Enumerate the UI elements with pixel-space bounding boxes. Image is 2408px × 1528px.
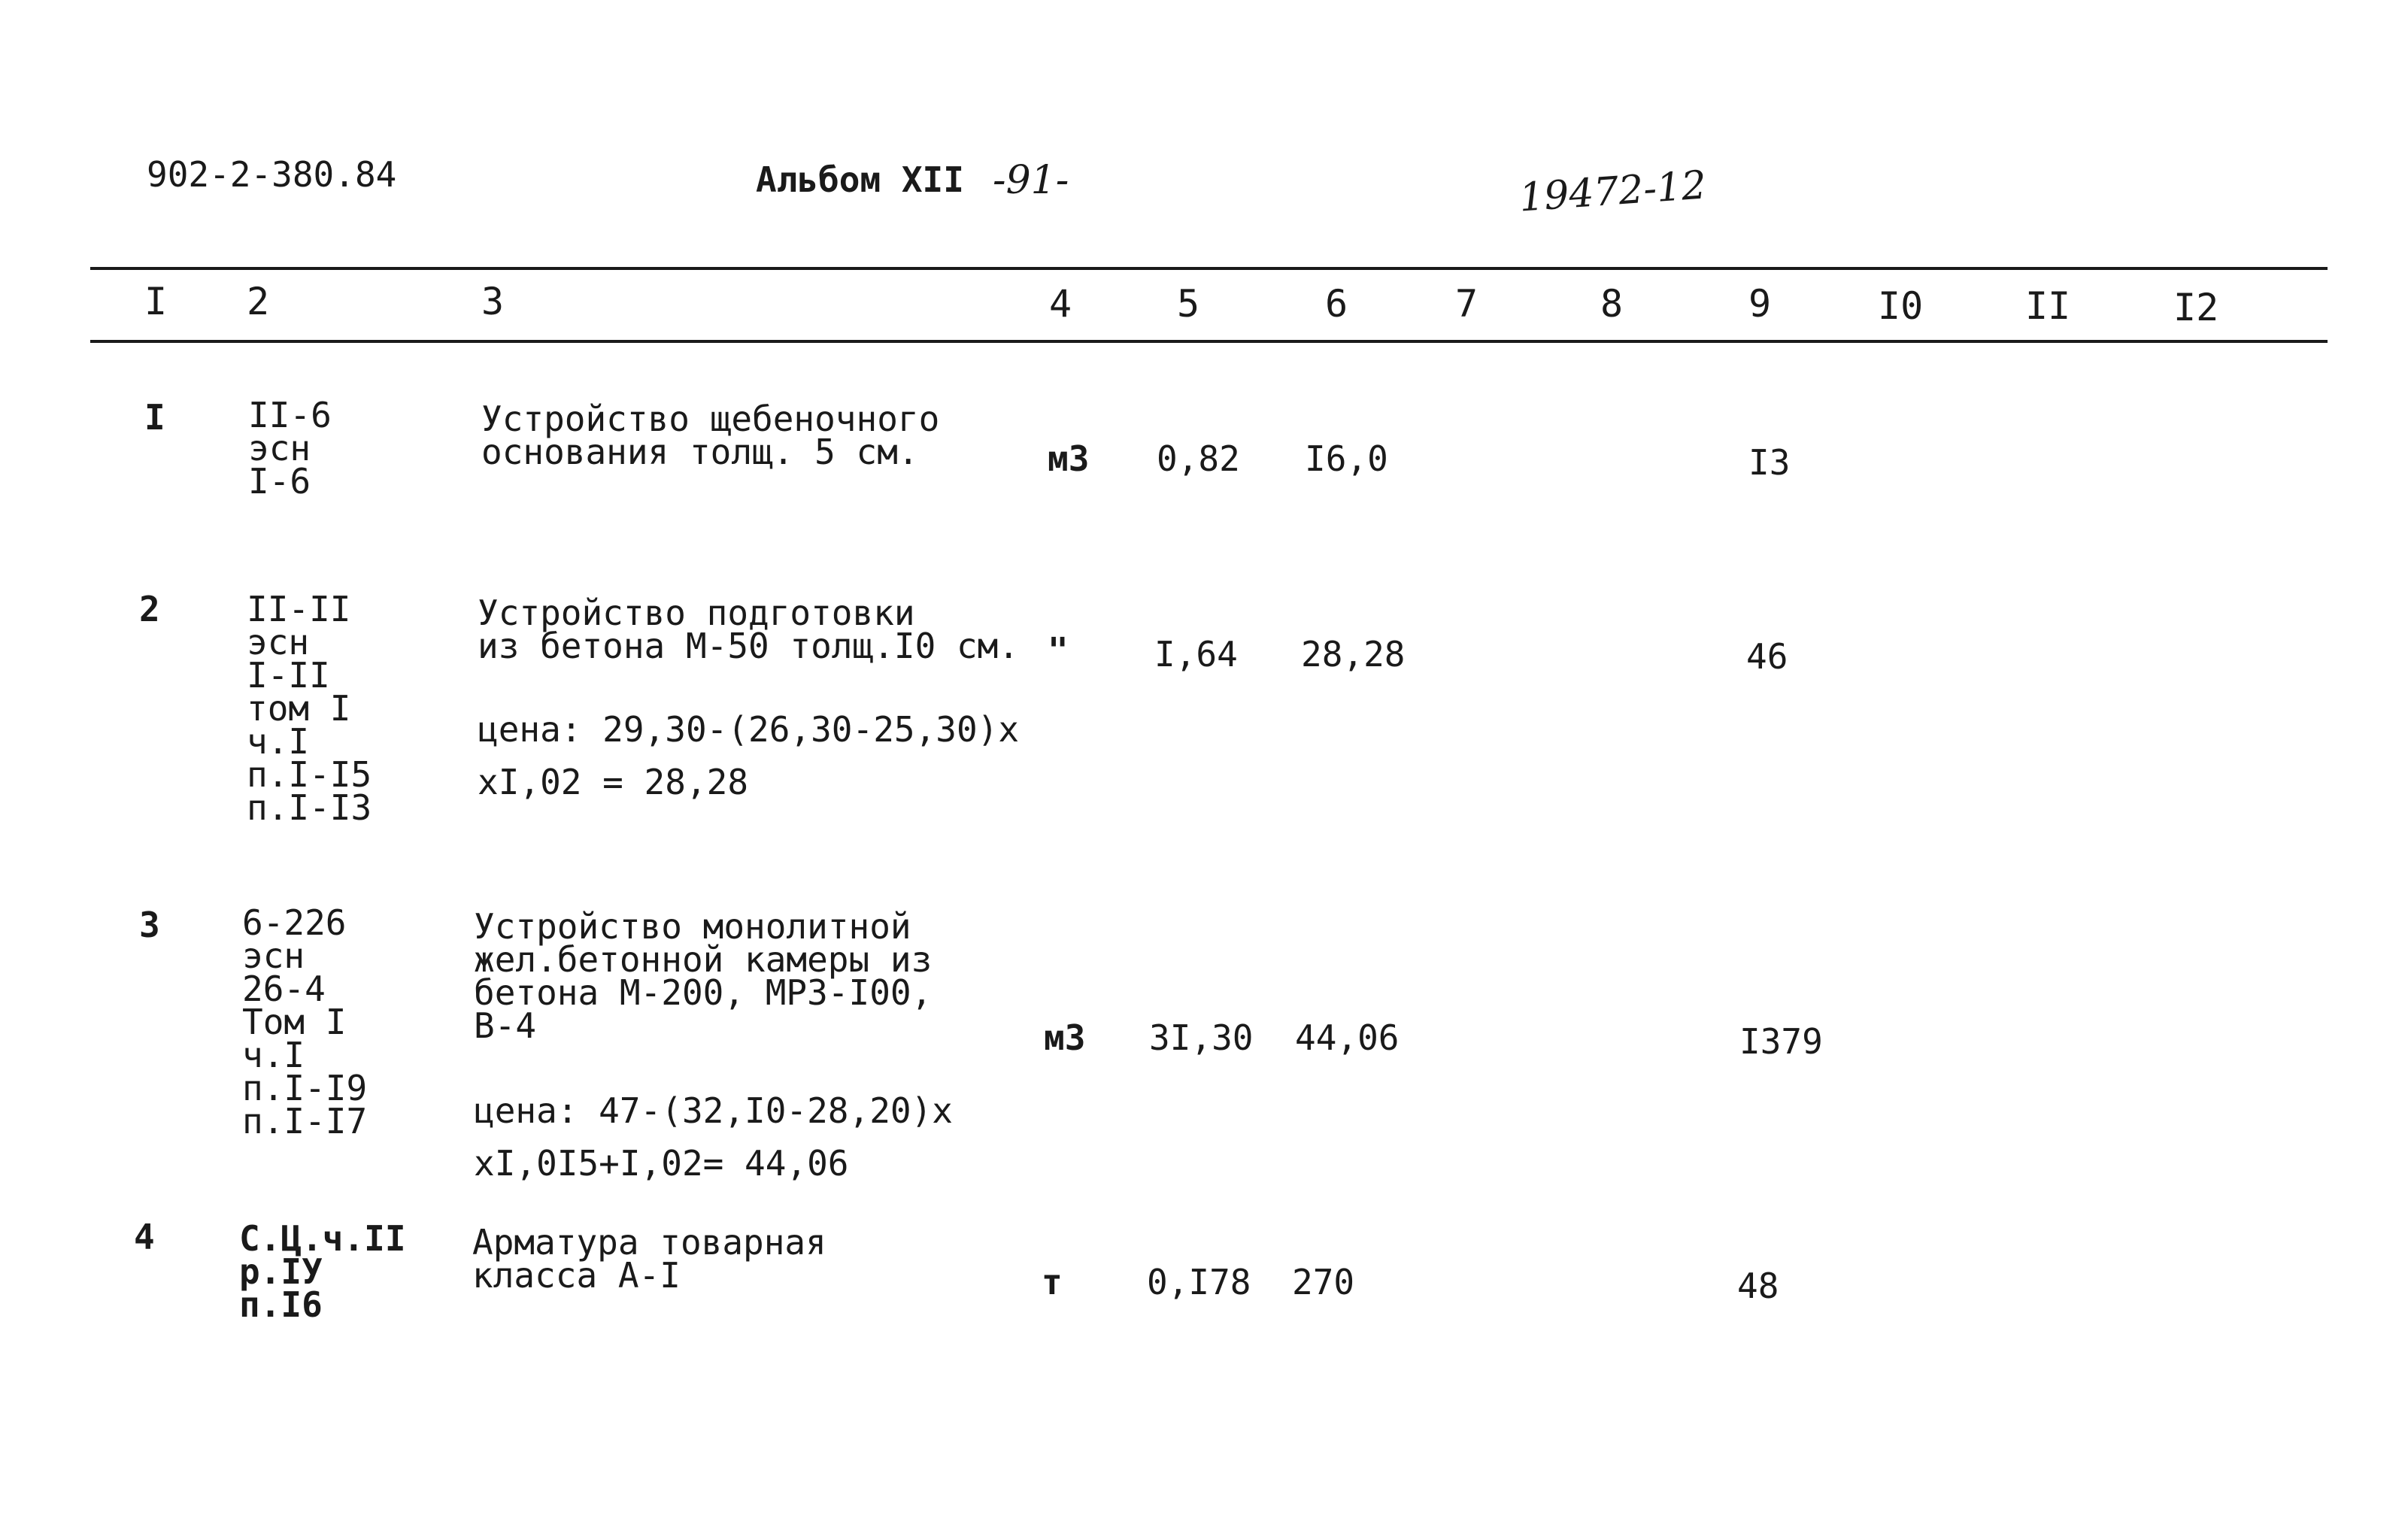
quantity: 0,82 [1157,438,1240,479]
norm-code-line: Том I [242,1002,347,1042]
norm-code-line: I-II [247,655,330,696]
description-line: Устройство щебеночного [481,399,940,439]
album-label: Альбом XII [756,159,964,200]
norm-code [247,589,372,828]
column-header: 4 [1049,282,1072,326]
norm-code-line: ч.I [247,721,310,762]
unit: т [1042,1262,1063,1302]
unit-price: 44,06 [1295,1017,1400,1058]
handwritten-registration-number: 19472-12 [1518,162,1708,221]
page-number: -91- [993,158,1069,203]
description-line: класса А-I [472,1255,681,1296]
column-header: II [2025,284,2071,328]
unit-price: 28,28 [1301,634,1406,675]
unit-price: I6,0 [1305,438,1388,479]
column-header: 3 [481,280,505,323]
description-line: основания толщ. 5 см. [481,432,919,472]
norm-code-line: п.I-I5 [247,754,372,795]
norm-code [242,902,368,1141]
price-calc-line: хI,02 = 28,28 [478,762,749,802]
description-line: Устройство монолитной [474,906,911,947]
price-calculation [474,1084,953,1190]
column-header: I0 [1878,284,1924,328]
column-header: 8 [1600,282,1624,326]
unit: м3 [1048,438,1090,479]
price-calculation [478,703,1019,808]
row-number: I [144,397,165,438]
quantity: 0,I78 [1147,1262,1251,1302]
work-description [472,1222,826,1296]
total-cost: 46 [1746,636,1788,677]
row-number: 4 [134,1217,155,1257]
norm-code-line: п.I-I7 [242,1101,368,1141]
unit: " [1048,630,1069,671]
description-line: жел.бетонной камеры из [474,939,933,980]
column-header: I [144,280,168,323]
work-description [478,593,1020,666]
column-header: 5 [1177,282,1200,326]
norm-code-line: эсн [247,622,310,662]
column-header: 7 [1455,282,1478,326]
work-description [481,399,940,472]
norm-code-line: 6-226 [242,902,347,943]
work-description [474,906,933,1046]
document-code: 902-2-380.84 [147,154,397,195]
norm-code-line: I-6 [248,461,311,502]
total-cost: 48 [1737,1266,1779,1306]
norm-code-line: п.I6 [239,1284,323,1325]
norm-code-line: ч.I [242,1035,305,1075]
norm-code-line: том I [247,688,351,729]
norm-code-line: п.I-I3 [247,787,372,828]
description-line: бетона М-200, МРЗ-I00, [474,972,933,1013]
norm-code-line: 26-4 [242,969,326,1009]
norm-code [239,1218,406,1325]
column-header: 6 [1325,282,1348,326]
total-cost: I379 [1739,1021,1823,1062]
price-calc-line: цена: 47-(32,I0-28,20)х [474,1090,953,1131]
row-number: 3 [139,905,160,945]
norm-code-line: п.I-I9 [242,1068,368,1108]
table-top-rule [90,267,2328,270]
total-cost: I3 [1748,442,1791,483]
table-header-rule [90,340,2328,343]
description-line: Арматура товарная [472,1222,826,1263]
quantity: 3I,30 [1149,1017,1254,1058]
norm-code-line: II-6 [248,395,332,435]
norm-code-line: эсн [242,935,305,976]
price-calc-line: хI,0I5+I,02= 44,06 [474,1143,849,1184]
description-line: Устройство подготовки [478,593,915,633]
unit: м3 [1044,1017,1086,1058]
description-line: В-4 [474,1005,537,1046]
description-line: из бетона М-50 толщ.I0 см. [478,626,1020,666]
row-number: 2 [139,589,160,629]
norm-code-line: С.Ц.ч.II [239,1218,406,1259]
price-calc-line: цена: 29,30-(26,30-25,30)х [478,709,1020,750]
norm-code-line: р.IУ [239,1251,323,1292]
norm-code-line: II-II [247,589,351,629]
unit-price: 270 [1292,1262,1355,1302]
norm-code [248,395,332,502]
column-header: I2 [2173,286,2219,329]
column-header: 9 [1748,282,1772,326]
norm-code-line: эсн [248,428,311,468]
column-header: 2 [247,280,270,323]
quantity: I,64 [1154,634,1238,675]
